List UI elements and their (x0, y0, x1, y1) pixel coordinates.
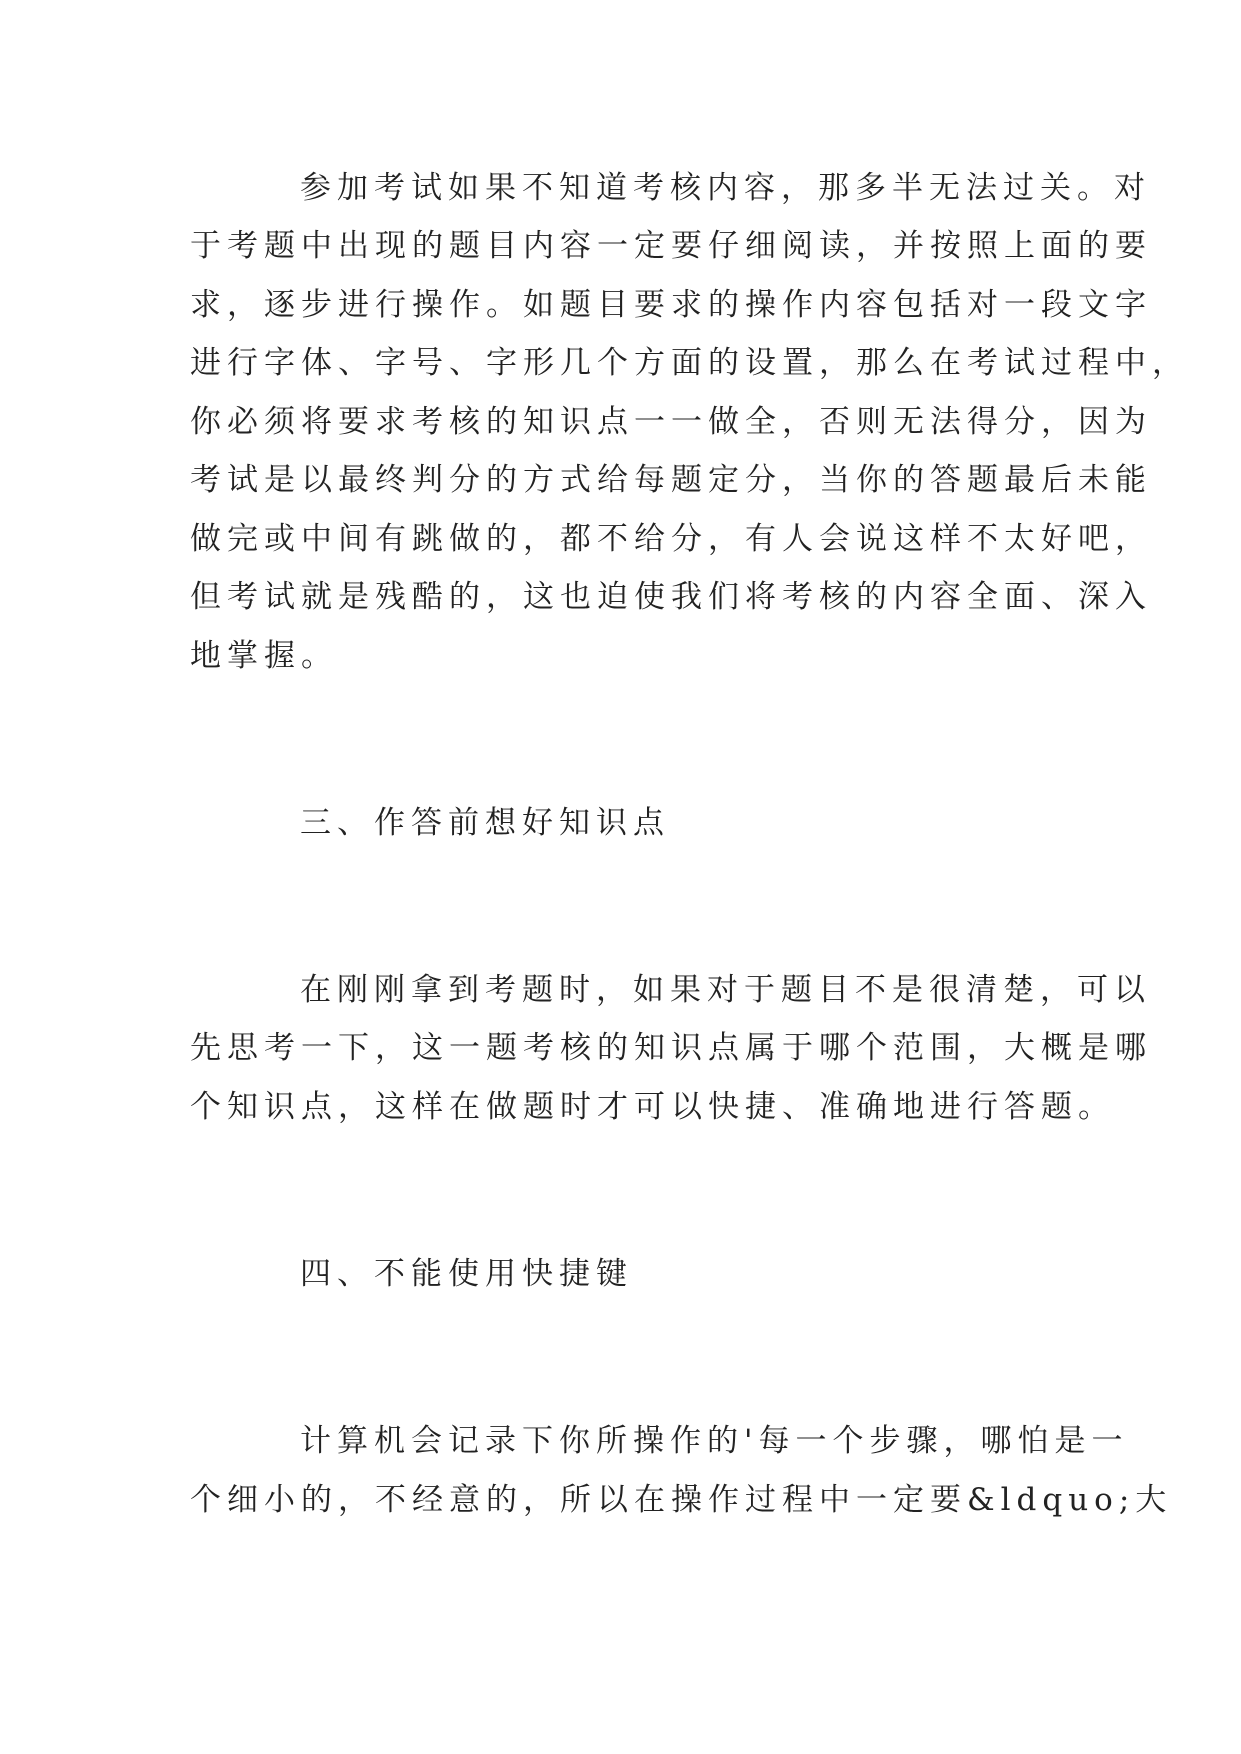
paragraph-2-line-3: 个知识点，这样在做题时才可以快捷、准确地进行答题。 (190, 1089, 1115, 1125)
paragraph-3-line-1: 计算机会记录下你所操作的'每一个步骤，哪怕是一 (300, 1423, 1129, 1459)
section-heading-4: 四、不能使用快捷键 (300, 1256, 633, 1292)
paragraph-1-line-1: 参加考试如果不知道考核内容，那多半无法过关。对 (300, 170, 1151, 206)
paragraph-1-line-8: 但考试就是残酷的，这也迫使我们将考核的内容全面、深入 (190, 579, 1152, 615)
paragraph-1-line-7: 做完或中间有跳做的，都不给分，有人会说这样不太好吧， (190, 521, 1152, 557)
paragraph-1-line-2: 于考题中出现的题目内容一定要仔细阅读，并按照上面的要 (190, 228, 1152, 264)
paragraph-2-line-1: 在刚刚拿到考题时，如果对于题目不是很清楚，可以 (300, 972, 1151, 1008)
paragraph-1-line-3: 求，逐步进行操作。如题目要求的操作内容包括对一段文字 (190, 287, 1152, 323)
section-heading-3: 三、作答前想好知识点 (300, 805, 670, 841)
paragraph-3-line-2: 个细小的，不经意的，所以在操作过程中一定要&ldquo;大 (190, 1482, 1173, 1518)
paragraph-1-line-5: 你必须将要求考核的知识点一一做全，否则无法得分，因为 (190, 404, 1152, 440)
paragraph-2-line-2: 先思考一下，这一题考核的知识点属于哪个范围，大概是哪 (190, 1030, 1152, 1066)
paragraph-1-line-6: 考试是以最终判分的方式给每题定分，当你的答题最后未能 (190, 462, 1152, 498)
paragraph-1-line-9: 地掌握。 (190, 638, 338, 674)
paragraph-1-line-4: 进行字体、字号、字形几个方面的设置，那么在考试过程中， (190, 345, 1189, 381)
